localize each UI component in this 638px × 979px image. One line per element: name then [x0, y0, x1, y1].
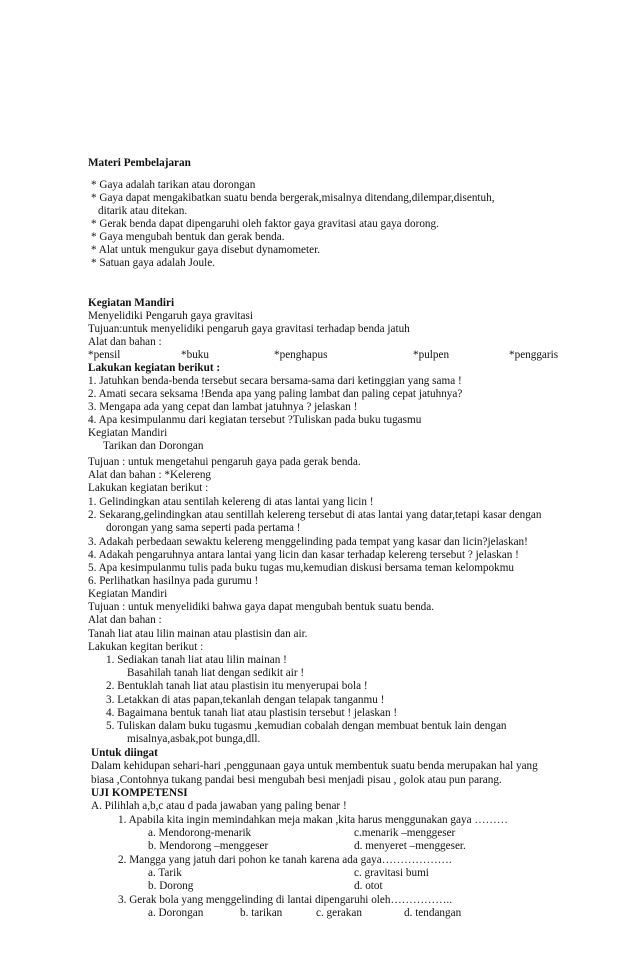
- uji-options-row: [148, 827, 508, 840]
- kegiatan2-step: 6. Perlihatkan hasilnya pada gurumu !: [88, 575, 259, 587]
- uji-instruction: A. Pilihlah a,b,c atau d pada jawaban yang paling benar !: [91, 800, 347, 812]
- materi-bullet: * Satuan gaya adalah Joule.: [91, 257, 215, 269]
- uji-options-row: [148, 840, 508, 853]
- uji-option: d. tendangan: [404, 907, 462, 919]
- uji-option: c.menarik –menggeser: [354, 827, 456, 839]
- uji-options-row: [148, 880, 508, 893]
- kegiatan2-step: 3. Adakah perbedaan sewaktu kelereng menggelinding pada tempat yang kasar dan licin?jelaskan!: [88, 536, 528, 548]
- untuk-diingat-title: Untuk diingat: [91, 747, 158, 759]
- materi-bullet: * Gaya dapat mengakibatkan suatu benda bergerak,misalnya ditendang,dilempar,disentuh,: [91, 192, 495, 204]
- kegiatan1-tujuan: Tujuan:untuk menyelidiki pengaruh gaya gravitasi terhadap benda jatuh: [88, 323, 410, 335]
- uji-question: 2. Mangga yang jatuh dari pohon ke tanah karena ada gaya……………….: [118, 854, 452, 866]
- uji-option: b. Dorong: [148, 880, 194, 892]
- uji-option: a. Dorongan: [148, 907, 204, 919]
- kegiatan2-alat: Alat dan bahan : *Kelereng: [88, 469, 212, 481]
- kegiatan3-step: 5. Tuliskan dalam buku tugasmu ,kemudian cobalah dengan membuat bentuk lain dengan: [106, 720, 507, 732]
- kegiatan1-steps-title: Lakukan kegiatan berikut :: [88, 362, 221, 374]
- uji-options-row: [148, 907, 468, 920]
- uji-option: c. gerakan: [316, 907, 362, 919]
- uji-option: c. gravitasi bumi: [354, 867, 429, 879]
- kegiatan1-step: 4. Apa kesimpulanmu dari kegiatan tersebut ?Tuliskan pada buku tugasmu: [88, 414, 422, 426]
- kegiatan3-tujuan: Tujuan : untuk menyelidiki bahwa gaya dapat mengubah bentuk suatu benda.: [88, 601, 435, 613]
- kegiatan2-step: dorongan yang sama seperti pada pertama !: [106, 522, 301, 534]
- uji-option: b. tarikan: [240, 907, 283, 919]
- kegiatan2-step: 2. Sekarang,gelindingkan atau sentillah kelereng tersebut di atas lantai yang datar,tetapi kasar dengan: [88, 509, 542, 521]
- uji-options-row: [148, 867, 508, 880]
- uji-option: d. otot: [354, 880, 383, 892]
- kegiatan1-alat-list: [88, 349, 563, 362]
- kegiatan2-step: 4. Adakah pengaruhnya antara lantai yang licin dan kasar terhadap kelereng tersebut ? jelaskan !: [88, 549, 519, 561]
- kegiatan3-step: 1. Sediakan tanah liat atau lilin mainan !: [106, 654, 287, 666]
- alat-item: *penggaris: [509, 349, 559, 361]
- uji-option: a. Tarik: [148, 867, 182, 879]
- materi-bullet: ditarik atau ditekan.: [98, 205, 188, 217]
- kegiatan1-step: 3. Mengapa ada yang cepat dan lambat jatuhnya ? jelaskan !: [88, 401, 358, 413]
- kegiatan2-subtitle: Tarikan dan Dorongan: [103, 440, 204, 452]
- kegiatan3-step: misalnya,asbak,pot bunga,dll.: [127, 733, 261, 745]
- kegiatan2-title: Kegiatan Mandiri: [88, 427, 168, 439]
- kegiatan2-step: 1. Gelindingkan atau sentilah kelereng di atas lantai yang licin !: [88, 496, 374, 508]
- kegiatan1-step: 2. Amati secara seksama !Benda apa yang paling lambat dan paling cepat jatuhnya?: [88, 388, 463, 400]
- untuk-diingat-line: Dalam kehidupan sehari-hari ,penggunaan gaya untuk membentuk suatu benda merupakan hal yang: [91, 760, 538, 772]
- kegiatan1-title: Kegiatan Mandiri: [88, 297, 175, 309]
- materi-title: Materi Pembelajaran: [88, 157, 191, 169]
- uji-question: 1. Apabila kita ingin memindahkan meja makan ,kita harus menggunakan gaya ………: [118, 814, 508, 826]
- uji-option: b. Mendorong –menggeser: [148, 840, 269, 852]
- alat-item: *penghapus: [274, 349, 328, 361]
- kegiatan3-step: 3. Letakkan di atas papan,tekanlah dengan telapak tanganmu !: [106, 694, 385, 706]
- kegiatan3-title: Kegiatan Mandiri: [88, 588, 168, 600]
- kegiatan3-alat-label: Alat dan bahan :: [88, 614, 162, 626]
- uji-question: 3. Gerak bola yang menggelinding di lantai dipengaruhi oleh……………..: [118, 894, 452, 906]
- kegiatan1-alat-label: Alat dan bahan :: [88, 336, 162, 348]
- uji-title: UJI KOMPETENSI: [91, 787, 188, 799]
- alat-item: *buku: [181, 349, 209, 361]
- alat-item: *pensil: [88, 349, 121, 361]
- kegiatan2-tujuan: Tujuan : untuk mengetahui pengaruh gaya pada gerak benda.: [88, 456, 361, 468]
- alat-item: *pulpen: [413, 349, 450, 361]
- kegiatan1-subtitle: Menyelidiki Pengaruh gaya gravitasi: [88, 310, 253, 322]
- materi-bullet: * Gaya mengubah bentuk dan gerak benda.: [91, 231, 285, 243]
- untuk-diingat-line: biasa ,Contohnya tukang pandai besi mengubah besi menjadi pisau , golok atau pun parang.: [91, 774, 502, 786]
- kegiatan3-step: Basahilah tanah liat dengan sedikit air !: [127, 667, 305, 679]
- materi-bullet: * Gaya adalah tarikan atau dorongan: [91, 179, 256, 191]
- kegiatan1-step: 1. Jatuhkan benda-benda tersebut secara bersama-sama dari ketinggian yang sama !: [88, 375, 462, 387]
- kegiatan3-step: 2. Bentuklah tanah liat atau plastisin itu menyerupai bola !: [106, 680, 368, 692]
- uji-option: a. Mendorong-menarik: [148, 827, 252, 839]
- kegiatan3-alat: Tanah liat atau lilin mainan atau plastisin dan air.: [88, 628, 308, 640]
- kegiatan3-steps-title: Lakukan kegitan berikut :: [88, 641, 204, 653]
- kegiatan2-steps-title: Lakukan kegiatan berikut :: [88, 482, 209, 494]
- materi-bullet: * Alat untuk mengukur gaya disebut dynamometer.: [91, 244, 320, 256]
- kegiatan2-step: 5. Apa kesimpulanmu tulis pada buku tugas mu,kemudian diskusi bersama teman kelompokmu: [88, 562, 514, 574]
- materi-bullet: * Gerak benda dapat dipengaruhi oleh faktor gaya gravitasi atau gaya dorong.: [91, 218, 439, 230]
- kegiatan3-step: 4. Bagaimana bentuk tanah liat atau plastisin tersebut ! jelaskan !: [106, 707, 398, 719]
- uji-option: d. menyeret –menggeser.: [354, 840, 466, 852]
